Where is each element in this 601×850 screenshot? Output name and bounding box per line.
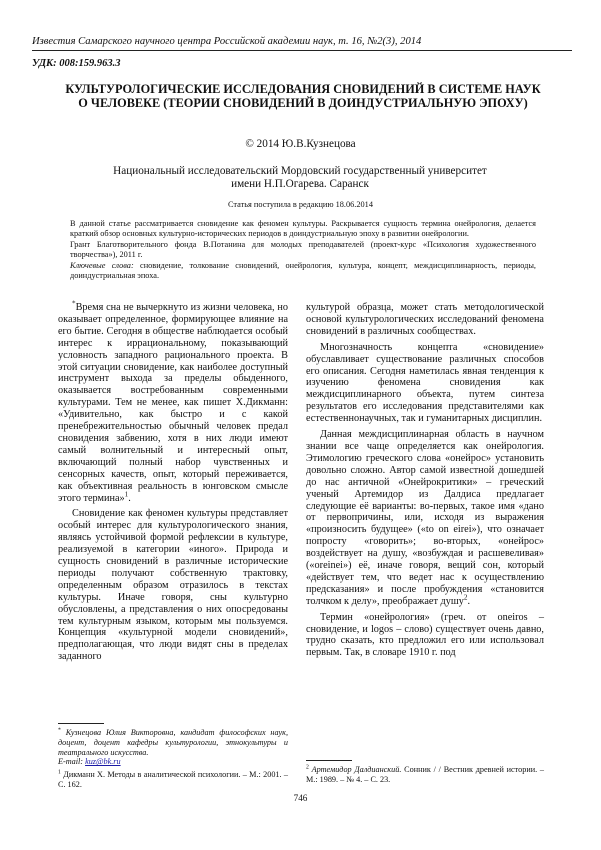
paragraph: Термин «онейрология» (греч. от oneiros – сновидение, и logos – слово) существует очень давно, трудно сказать, кто предложил его или использовал первым. Так, в словаре 1910 г. под	[306, 611, 544, 659]
footnotes-right	[306, 765, 544, 788]
author-line: © 2014 Ю.В.Кузнецова	[245, 138, 356, 150]
footnote: $^2$ Артемидор Далдианский. Сонник / / Вестник древней истории. – М.: 1989. – № 4. – С. 23.	[306, 764, 545, 784]
author-footnote: * Кузнецова Юлия Викторовна, кандидат философских наук, доцент, доцент кафедры культурологии, этнокультуры и театрального искусства. E-mail: kuz@bk.ru	[58, 727, 288, 767]
paragraph: культурой образца, может стать методологической основой культурологических исследований феномена сновидений в различных сообществах.	[306, 302, 544, 337]
paragraph: Сновидение как феномен культуры представляет особый интерес для культурологического знания, являясь устойчивой формой рефлексии в культуре, реализуемой в категории «иного». Природа и сущность сновидений в различные исторические периоды получают собственную трактовку, определенным образом отразилось в текстах культуры. Иначе говоря, сны культурно обусловлены, а представления о них опосредованы тем культурным языком, которым мы пользуемся. Концепция «культурной модели сновидений», предполагающая, что люди видят сны в пределах заданного	[58, 508, 288, 663]
keywords	[70, 261, 536, 282]
keywords-label: Ключевые слова:	[70, 260, 134, 270]
abstract-text: В данной статье рассматривается сновидение как феномен культуры. Раскрывается сущность термина онейрология, делается краткий обзор основных культурно-исторических периодов в доиндустриальную эпоху в развитии онейрологии.	[70, 219, 536, 239]
footnotes-left	[58, 728, 288, 793]
page-number: 746	[293, 793, 308, 803]
footnote-divider	[306, 760, 352, 761]
footnote-divider	[58, 723, 104, 724]
footnote: $^1$ Дикманн Х. Методы в аналитической психологии. – М.: 2001. – С. 162.	[58, 769, 289, 789]
author-affiliation: Национальный исследовательский Мордовский государственный университет имени Н.П.Огарева. Саранск	[113, 165, 487, 190]
keywords-list: сновидение, толкование сновидений, онейрология, культура, концепт, междисциплинарность, периоды, доиндустриальная эпоха.	[70, 260, 537, 281]
footnote-ref: 2	[463, 593, 468, 602]
abstract	[70, 219, 536, 281]
paragraph: Многозначность концепта «сновидение» обуславливает существование различных способов его описания. Сегодня наметилась явная тенденция к изучению феномена сновидения как междисциплинарного объекта, путем синтеза результатов его исследования представителями как естественнонаучных, так и гуманитарных дисциплин.	[306, 341, 544, 425]
grant-note: Грант Благотворительного фонда В.Потанина для молодых преподавателей (проект-курс «Психология художественного творчества»), 2011 г.	[70, 239, 536, 260]
email-link[interactable]: kuz@bk.ru	[85, 757, 121, 767]
author-footnote-mark: *	[72, 299, 76, 308]
article-title: КУЛЬТУРОЛОГИЧЕСКИЕ ИССЛЕДОВАНИЯ СНОВИДЕНИЙ В СИСТЕМЕ НАУК О ЧЕЛОВЕКЕ (ТЕОРИИ СНОВИДЕНИЙ В ДОИНДУСТРИАЛЬНУЮ ЭПОХУ)	[65, 82, 541, 110]
body-column-left	[58, 299, 288, 667]
body-column-right	[306, 302, 544, 663]
paragraph: Данная междисциплинарная область в научном знании все чаще определяется как онейрология. Этимологию греческого слова «онейрос» установить довольно сложно. Автор самой известной дошедшей до нас античной «Онейрокритики» – греческий ученый Артемидор из Далдиса предлагает следующие её варианты: во-первых, такое имя «дано от первопричины, или, исходя из выражения «произносить будущее» («to on eirei»), что означает попросту «говорить»; во-вторых, «онейрос» воздействует на душу, «возбуждая и расшевеливая» («oreinei») её, иначе говоря, вещий сон, который «действует тем, что ведет нас к осуществлению предсказания» и после пробуждения «становится толчком к делу», преображает душу$^2$.	[306, 429, 544, 607]
footnote-ref: 1	[124, 490, 129, 499]
received-date: Статья поступила в редакцию 18.06.2014	[228, 200, 373, 209]
paragraph: *Время сна не вычеркнуто из жизни человека, но оказывает определенное, формирующее влияние на его бытие. Сегодня в обществе наблюдается особый интерес к иррациональному, показывающий условность западного рационального проекта. В этой ситуации сновидение, как наиболее доступный инструмент выхода за пределы обыденного, оказывается востребованным современными культурами. Тем не менее, как пишет Х.Дикманн: «Удивительно, как быстро и с какой пренебрежительностью обычный человек предал сновидения забвению, хотя в них люди имеют самый волнительный и интересный опыт, включающий полный набор чувственных и сенсорных качеств, опыт, который переживается, как объективная реальность в юнговском смысле этого термина»$^1$.	[58, 299, 288, 504]
udk-code: УДК: 008:159.963.3	[32, 58, 121, 69]
header-divider	[32, 50, 572, 51]
running-header: Известия Самарского научного центра Российской академии наук, т. 16, №2(3), 2014	[32, 36, 422, 47]
